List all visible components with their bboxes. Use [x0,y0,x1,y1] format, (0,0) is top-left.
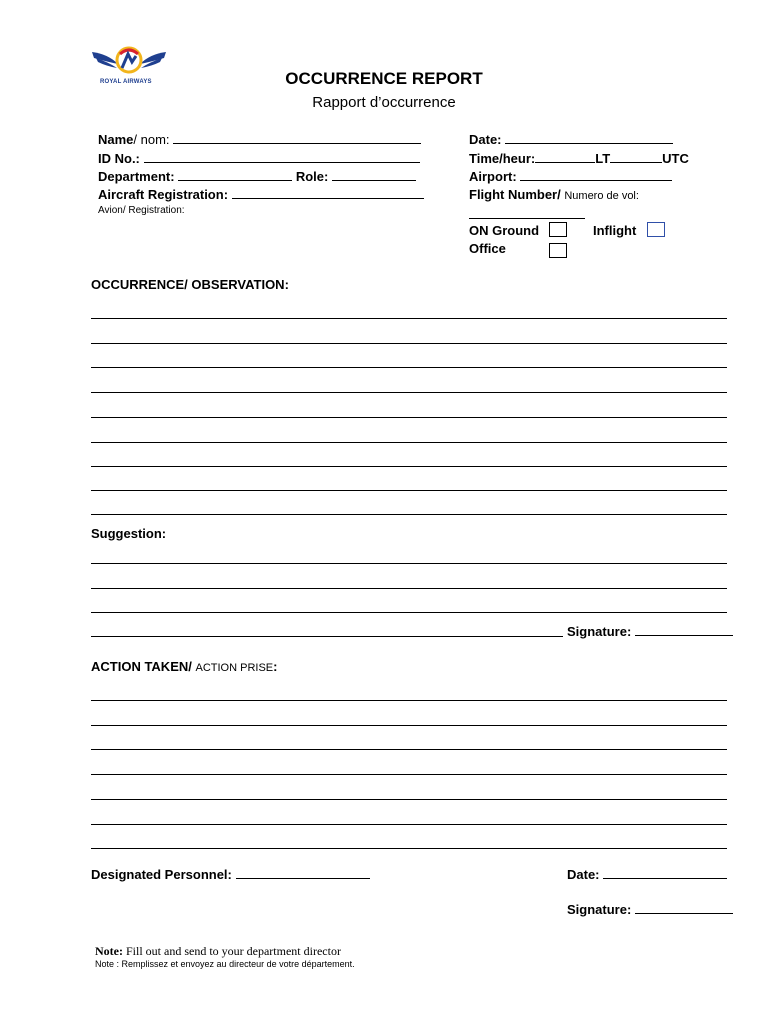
on-ground-checkbox[interactable] [549,222,567,237]
action-taken-heading [91,659,277,674]
aircraft-label: Aircraft Registration: [98,187,229,202]
time-field[interactable] [469,151,689,166]
role-label: Role: [295,169,329,184]
office-label: Office [469,241,506,256]
time-utc-blank[interactable] [610,151,662,163]
suggestion-line[interactable] [91,588,727,589]
note-english [95,944,341,959]
occurrence-line[interactable] [91,466,727,467]
role-blank[interactable] [332,169,416,181]
aircraft-blank[interactable] [232,187,424,199]
action-line[interactable] [91,749,727,750]
logo-text: ROYAL AIRWAYS [100,79,152,85]
aircraft-field[interactable] [98,187,424,202]
action-colon: : [273,659,278,674]
suggestion-line[interactable] [91,636,563,637]
action-label: ACTION TAKEN/ [91,659,192,674]
date-label: Date: [469,132,502,147]
flight-number-field[interactable] [469,187,639,202]
occurrence-label: OCCURRENCE/ OBSERVATION: [91,277,289,292]
occurrence-line[interactable] [91,417,727,418]
occurrence-line[interactable] [91,343,727,344]
department-blank[interactable] [178,169,292,181]
action-line[interactable] [91,774,727,775]
footer-signature-field[interactable] [567,902,733,917]
name-label: Name [98,132,134,147]
date-field[interactable] [469,132,673,147]
occurrence-line[interactable] [91,318,727,319]
department-label: Department: [98,169,175,184]
action-line[interactable] [91,848,727,849]
suggestion-signature-blank[interactable] [635,624,733,636]
office-checkbox[interactable] [549,243,567,258]
aircraft-label-fr: Avion/ Registration: [98,205,185,216]
footer-date-blank[interactable] [603,867,727,879]
occurrence-line[interactable] [91,490,727,491]
suggestion-line[interactable] [91,563,727,564]
report-title: OCCURRENCE REPORT [285,69,483,88]
flight-label: Flight Number/ [469,187,561,202]
date-blank[interactable] [505,132,673,144]
inflight-checkbox[interactable] [647,222,665,237]
designated-personnel-field[interactable] [91,867,370,882]
name-label-fr: / nom: [133,132,170,147]
suggestion-line[interactable] [91,612,727,613]
id-field[interactable] [98,151,420,166]
airport-blank[interactable] [520,169,672,181]
occurrence-line[interactable] [91,514,727,515]
action-label-fr: ACTION PRISE [195,662,274,674]
footer-date-field[interactable] [567,867,727,882]
time-label: Time/heur: [469,151,536,166]
airport-field[interactable] [469,169,672,184]
flight-number-blank[interactable] [469,218,585,219]
department-role-field[interactable] [98,169,416,184]
lt-label: LT [595,151,611,166]
utc-label: UTC [662,151,689,166]
action-line[interactable] [91,824,727,825]
footer-signature-blank[interactable] [635,902,733,914]
action-line[interactable] [91,725,727,726]
suggestion-signature-field[interactable] [567,624,733,639]
time-lt-blank[interactable] [535,151,595,163]
occurrence-line[interactable] [91,442,727,443]
note-bold: Note: [95,944,123,958]
name-field[interactable] [98,132,421,147]
id-label: ID No.: [98,151,140,166]
footer-date-label: Date: [567,867,600,882]
name-blank[interactable] [173,132,421,144]
designated-blank[interactable] [236,867,370,879]
footer-signature-label: Signature: [567,902,632,917]
action-line[interactable] [91,700,727,701]
id-blank[interactable] [144,151,420,163]
report-subtitle: Rapport d’occurrence [312,94,456,111]
airport-label: Airport: [469,169,517,184]
action-line[interactable] [91,799,727,800]
suggestion-label: Suggestion: [91,526,167,541]
flight-label-fr: Numero de vol: [564,190,639,202]
note-text: Fill out and send to your department director [122,944,341,958]
occurrence-line[interactable] [91,392,727,393]
designated-label: Designated Personnel: [91,867,232,882]
on-ground-label: ON Ground [469,223,540,238]
inflight-label: Inflight [593,223,637,238]
occurrence-line[interactable] [91,367,727,368]
note-french: Note : Remplissez et envoyez au directeur de votre département. [95,959,355,969]
suggestion-signature-label: Signature: [567,624,632,639]
